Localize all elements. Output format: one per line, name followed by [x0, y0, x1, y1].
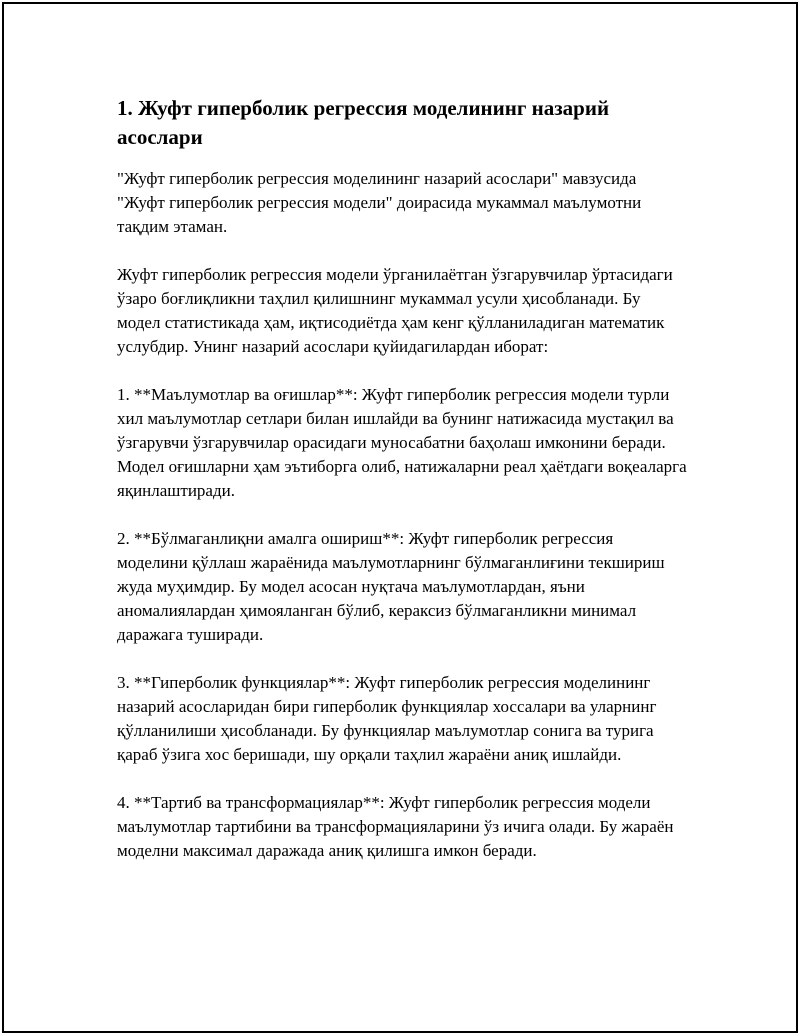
paragraph-point-3: 3. **Гиперболик функциялар**: Жуфт гиперболик регрессия моделининг назарий асосларидан бири гиперболик функциялар хоссалари ва уларнинг қўлланилиши ҳисобланади. Бу функциялар маълумотлар сонига ва турига қараб ўзига хос беришади, шу орқали таҳлил жараёни аниқ ишлайди.	[117, 673, 657, 764]
paragraph-overview: Жуфт гиперболик регрессия модели ўрганилаётган ўзгарувчилар ўртасидаги ўзаро боғлиқликни таҳлил қилишнинг мукаммал усули ҳисобланади. Бу модел статистикада ҳам, иқтисодиётда ҳам кенг қўлланиладиган математик услубдир. Унинг назарий асослари қуйидагилардан иборат:	[117, 265, 673, 356]
paragraph-intro: "Жуфт гиперболик регрессия моделининг назарий асослари" мавзусида "Жуфт гиперболик регрессия модели" доирасида мукаммал маълумотни тақдим этаман.	[117, 169, 642, 236]
paragraph-point-2: 2. **Бўлмаганлиқни амалга ошириш**: Жуфт гиперболик регрессия моделини қўллаш жараёнида маълумотларнинг бўлмаганлиғини текшириш жуда муҳимдир. Бу модел асосан нуқтача маълумотлардан, яъни аномалиялардан ҳимояланган бўлиб, кераксиз бўлмаганликни минимал даражага туширади.	[117, 529, 665, 644]
paragraph-point-1: 1. **Маълумотлар ва оғишлар**: Жуфт гиперболик регрессия модели турли хил маълумотлар сетлари билан ишлайди ва бунинг натижасида мустақил ва ўзгарувчи ўзгарувчилар орасидаги муносабатни баҳолаш имконини беради. Модел оғишларни ҳам эътиборга олиб, натижаларни реал ҳаётдаги воқеаларга яқинлаштиради.	[117, 385, 687, 500]
document-body	[117, 94, 687, 887]
paragraph-point-4: 4. **Тартиб ва трансформациялар**: Жуфт гиперболик регрессия модели маълумотлар тартибини ва трансформацияларини ўз ичига олади. Бу жараён моделни максимал даражада аниқ қилишга имкон беради.	[117, 793, 674, 860]
document-title: 1. Жуфт гиперболик регрессия моделининг назарий асослари	[117, 96, 610, 149]
